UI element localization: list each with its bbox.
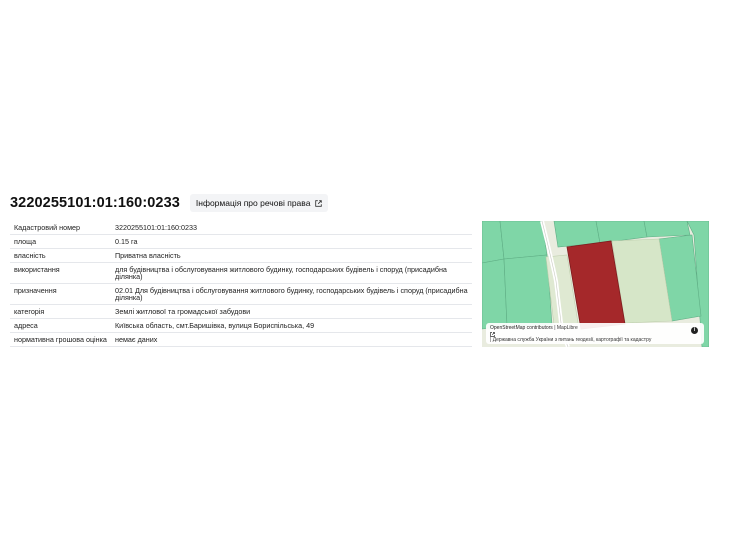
parcel-neighbor (644, 221, 690, 237)
osm-link[interactable]: OpenStreetMap contributors (490, 325, 553, 331)
parcel-map[interactable] (482, 221, 709, 347)
row-value: 02.01 Для будівництва і обслуговування житлового будинку, господарських будівель і споруд (присадибна ділянка) (115, 285, 468, 303)
table-row (10, 235, 472, 249)
table-row (10, 221, 472, 235)
parcel-info-table (10, 221, 472, 347)
row-label: площа (14, 237, 37, 246)
row-label: нормативна грошова оцінка (14, 334, 107, 344)
table-row (10, 319, 472, 333)
row-value: немає даних (115, 334, 158, 344)
row-label: використання (14, 265, 60, 274)
map-attribution: OpenStreetMap contributors | MapLibre | Державна служба України з питань геодезії, картографії та кадастру i (486, 323, 704, 344)
cadastre-agency-link[interactable]: Державна служба України з питань геодезії, картографії та кадастру (492, 337, 652, 343)
page-title: 3220255101:01:160:0233 (10, 195, 180, 211)
row-value: для будівництва і обслуговування житлового будинку, господарських будівель і споруд (присадибна ділянка) (115, 265, 447, 282)
row-label: власність (14, 251, 46, 260)
info-icon[interactable]: i (691, 327, 698, 334)
row-value: Землі житлової та громадської забудови (115, 306, 251, 316)
table-row (10, 305, 472, 319)
row-value: 0.15 га (115, 237, 138, 246)
table-row (10, 263, 472, 284)
row-value: Київська область, смт.Баришівка, вулиця Бориспільська, 49 (115, 320, 315, 330)
parcel-neighbor (482, 259, 507, 329)
external-link-icon (315, 200, 322, 207)
row-label: призначення (14, 285, 57, 295)
rights-info-label: Інформація про речові права (195, 198, 311, 208)
row-value: Приватна власність (115, 251, 181, 260)
row-label: Кадастровий номер (14, 223, 81, 232)
table-row (10, 333, 472, 347)
parcel-neighbor (504, 255, 552, 326)
rights-info-button[interactable] (190, 194, 329, 212)
row-value: 3220255101:01:160:0233 (115, 223, 197, 232)
table-row (10, 284, 472, 305)
maplibre-link[interactable]: MapLibre (556, 325, 578, 331)
row-label: адреса (14, 320, 38, 330)
row-label: категорія (14, 306, 45, 316)
parcel-neighbor (500, 221, 547, 259)
parcel-header (10, 193, 328, 213)
table-row (10, 249, 472, 263)
